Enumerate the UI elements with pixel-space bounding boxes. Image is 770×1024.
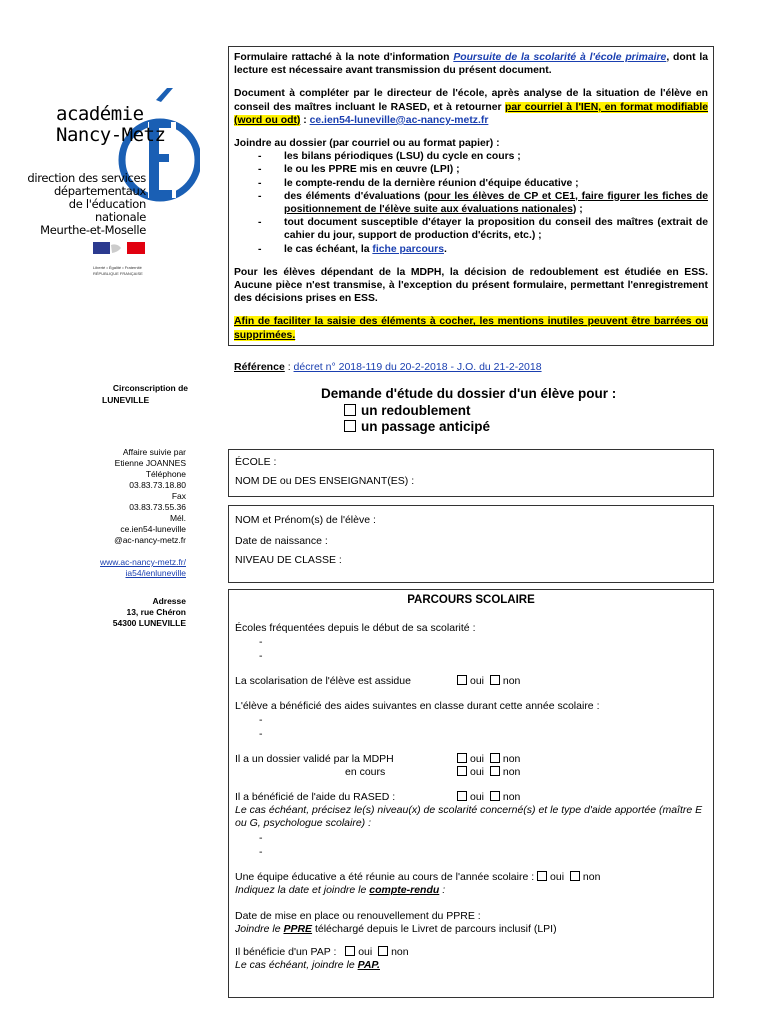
non-label: non: [502, 791, 521, 803]
option-label: un redoublement: [361, 403, 471, 418]
checkbox-icon[interactable]: [344, 420, 356, 432]
ien-email-link[interactable]: ce.ien54-luneville@ac-nancy-metz.fr: [309, 114, 489, 126]
checkbox-icon[interactable]: [345, 946, 355, 956]
notice-p1: [234, 51, 708, 77]
non-label: non: [502, 753, 521, 765]
ecole-field[interactable]: ÉCOLE :: [235, 456, 277, 468]
address-block: [80, 596, 186, 629]
attachments-list: [234, 150, 708, 256]
compte-rendu-label: compte-rendu: [369, 884, 440, 896]
note-text: Indiquez la date et joindre le: [235, 884, 370, 896]
student-name-field[interactable]: NOM et Prénom(s) de l'élève :: [235, 514, 376, 526]
oui-label: oui: [550, 871, 565, 883]
decree-link[interactable]: décret n° 2018-119 du 20-2-2018 - J.O. du 21-2-2018: [293, 361, 542, 373]
notice-text: :: [300, 114, 310, 126]
ppre-note: [235, 923, 557, 935]
option-passage-anticipe[interactable]: [344, 419, 490, 434]
contact-mel2: @ac-nancy-metz.fr: [114, 535, 186, 545]
direction-block: [20, 172, 146, 237]
equipe-label: Une équipe éducative a été réunie au cours de l'année scolaire :: [235, 871, 535, 883]
list-item: - le compte-rendu de la dernière réunion d'équipe éducative ;: [234, 177, 708, 190]
list-item: - tout document susceptible d'étayer la proposition du conseil des maîtres (extrait de cahier du jour, support de production d'écrits, etc.) ;: [234, 216, 708, 242]
republic-name: RÉPUBLIQUE FRANÇAISE: [93, 271, 143, 276]
non-label: non: [582, 871, 601, 883]
notice-p2: [234, 87, 708, 127]
contact-tel-label: Téléphone: [145, 469, 186, 479]
ppre-label-strong: PPRE: [283, 923, 313, 935]
enseignants-field[interactable]: NOM DE ou DES ENSEIGNANT(ES) :: [235, 475, 415, 487]
checkbox-icon[interactable]: [570, 871, 580, 881]
parcours-box: [228, 589, 714, 998]
form-title: Demande d'étude du dossier d'un élève pour :: [321, 386, 617, 401]
fiche-parcours-link[interactable]: fiche parcours: [372, 243, 444, 255]
oui-label: oui: [358, 946, 373, 958]
reference-sep: :: [284, 361, 294, 373]
list-item: [234, 190, 708, 216]
checkbox-icon[interactable]: [344, 404, 356, 416]
non-label: non: [502, 766, 521, 778]
mdph-en-cours-label: en cours: [345, 766, 386, 778]
direction-line: Meurthe-et-Moselle: [40, 223, 146, 237]
contact-affaire: Affaire suivie par: [122, 447, 186, 457]
mdph-label: Il a un dossier validé par la MDPH: [235, 753, 394, 765]
website-link-2[interactable]: ia54/ienluneville: [125, 568, 186, 578]
mdph-en-cours-choices[interactable]: [457, 766, 520, 778]
notice-text: , dont la lecture est nécessaire avant transmission du présent document.: [234, 52, 708, 77]
checkbox-icon[interactable]: [457, 675, 467, 685]
notice-highlight: Afin de faciliter la saisie des éléments à cocher, les mentions inutiles peuvent être barrées ou supprimées.: [234, 316, 708, 341]
assidue-label: La scolarisation de l'élève est assidue: [235, 675, 411, 687]
oui-label: oui: [470, 675, 485, 687]
note-text: :: [439, 884, 446, 896]
dash: -: [259, 832, 263, 844]
notice-text: Formulaire rattaché à la note d'information: [234, 52, 454, 63]
note-text: Joindre le: [235, 923, 284, 935]
checkbox-icon[interactable]: [490, 753, 500, 763]
pap-note: [235, 959, 380, 971]
checkbox-icon[interactable]: [490, 675, 500, 685]
dash: -: [259, 714, 263, 726]
notice-text: le cas échéant, la: [284, 243, 373, 255]
website-link[interactable]: www.ac-nancy-metz.fr/: [100, 557, 186, 567]
ppre-label: Date de mise en place ou renouvellement du PPRE :: [235, 910, 481, 922]
birth-date-field[interactable]: Date de naissance :: [235, 535, 328, 547]
school-box: [228, 449, 714, 497]
rased-label: Il a bénéficié de l'aide du RASED :: [235, 791, 396, 803]
note-text: téléchargé depuis le Livret de parcours inclusif (LPI): [312, 923, 557, 935]
list-item: - les bilans périodiques (LSU) du cycle en cours ;: [234, 150, 708, 163]
checkbox-icon[interactable]: [490, 766, 500, 776]
address-city: 54300 LUNEVILLE: [112, 618, 186, 628]
notice-highlight: par courriel à l'IEN, en format modifiable (word ou odt): [234, 101, 708, 126]
reference-label: Référence: [234, 361, 285, 373]
reference-line: [234, 361, 542, 373]
note-information-link[interactable]: Poursuite de la scolarité à l'école primaire: [453, 52, 667, 63]
address-street: 13, rue Chéron: [126, 607, 186, 617]
logo-nancy-metz: Nancy-Metz: [56, 124, 166, 146]
direction-line: direction des services: [27, 171, 146, 185]
checkbox-icon[interactable]: [457, 766, 467, 776]
checkbox-icon[interactable]: [378, 946, 388, 956]
circonscription-label: Circonscription de: [112, 383, 188, 393]
oui-label: oui: [470, 791, 485, 803]
equipe-note: [235, 884, 445, 896]
pap-label-strong: PAP.: [357, 959, 380, 971]
ecoles-frequentees: Écoles fréquentées depuis le début de sa scolarité :: [235, 622, 476, 634]
notice-text: Document à compléter par le directeur de l'école, après analyse de la situation de l'élève en conseil des maîtres incluant le RASED, et à retourner: [234, 88, 708, 113]
assidue-choices[interactable]: [457, 675, 520, 687]
parcours-title: PARCOURS SCOLAIRE: [407, 594, 535, 606]
rased-note: Le cas échéant, précisez le(s) niveau(x) de scolarité concerné(s) et le type d'aide apportée (maître E ou G, psychologue scolaire) :: [235, 804, 703, 829]
mdph-choices[interactable]: [457, 753, 520, 765]
checkbox-icon[interactable]: [457, 791, 467, 801]
checkbox-icon[interactable]: [457, 753, 467, 763]
checkbox-icon[interactable]: [537, 871, 547, 881]
dash: -: [259, 636, 263, 648]
notice-box: [228, 46, 714, 346]
pap-line: [235, 946, 409, 958]
contact-tel: 03.83.73.18.80: [129, 480, 186, 490]
option-redoublement[interactable]: [344, 403, 471, 418]
republique-francaise-logo: [93, 242, 145, 262]
contact-block: [80, 447, 186, 579]
note-text: Le cas échéant, joindre le: [235, 959, 358, 971]
option-label: un passage anticipé: [361, 419, 491, 434]
list-item: [234, 243, 708, 256]
direction-line: départementaux: [53, 184, 146, 198]
equipe-line: [235, 871, 600, 883]
student-box: [228, 505, 714, 583]
rased-choices[interactable]: [457, 791, 520, 803]
address-label: Adresse: [152, 596, 186, 606]
contact-fax: 03.83.73.55.36: [129, 502, 186, 512]
marianne-flag-icon: [93, 242, 145, 262]
class-level-field[interactable]: NIVEAU DE CLASSE :: [235, 554, 342, 566]
logo-academie: académie: [56, 103, 144, 125]
dash: -: [259, 728, 263, 740]
non-label: non: [502, 675, 521, 687]
contact-person: Etienne JOANNES: [114, 458, 186, 468]
contact-mel-label: Mél.: [169, 513, 186, 523]
notice-text: des éléments d'évaluations (: [284, 190, 428, 202]
oui-label: oui: [470, 766, 485, 778]
circonscription-name: LUNEVILLE: [102, 395, 150, 405]
checkbox-icon[interactable]: [490, 791, 500, 801]
notice-p4: Pour les élèves dépendant de la MDPH, la décision de redoublement est étudiée en ESS. Aucune pièce n'est transmise, à l'exception du présent formulaire, permettant l'enregistrement des décisions prises en ESS.: [234, 266, 708, 305]
contact-fax-label: Fax: [171, 491, 186, 501]
list-item: - le ou les PPRE mis en œuvre (LPI) ;: [234, 163, 708, 176]
notice-text: .: [443, 243, 447, 255]
direction-line: de l'éducation nationale: [68, 197, 146, 224]
notice-text: ) ;: [572, 204, 583, 216]
non-label: non: [391, 946, 409, 958]
republic-motto: Liberté • Égalité • Fraternité: [93, 265, 142, 270]
notice-p5: [234, 315, 708, 341]
dash: -: [259, 650, 263, 662]
pap-label: Il bénéficie d'un PAP :: [235, 946, 337, 958]
notice-p3-intro: Joindre au dossier (par courriel ou au format papier) :: [234, 138, 500, 150]
oui-label: oui: [470, 753, 485, 765]
aides-label: L'élève a bénéficié des aides suivantes en classe durant cette année scolaire :: [235, 700, 600, 712]
dash: -: [259, 846, 263, 858]
notice-underline: pour les élèves de CP et CE1, faire figurer les fiches de positionnement de l'élève suite aux évaluations nationales: [284, 190, 709, 216]
contact-mel1: ce.ien54-luneville: [120, 524, 186, 534]
